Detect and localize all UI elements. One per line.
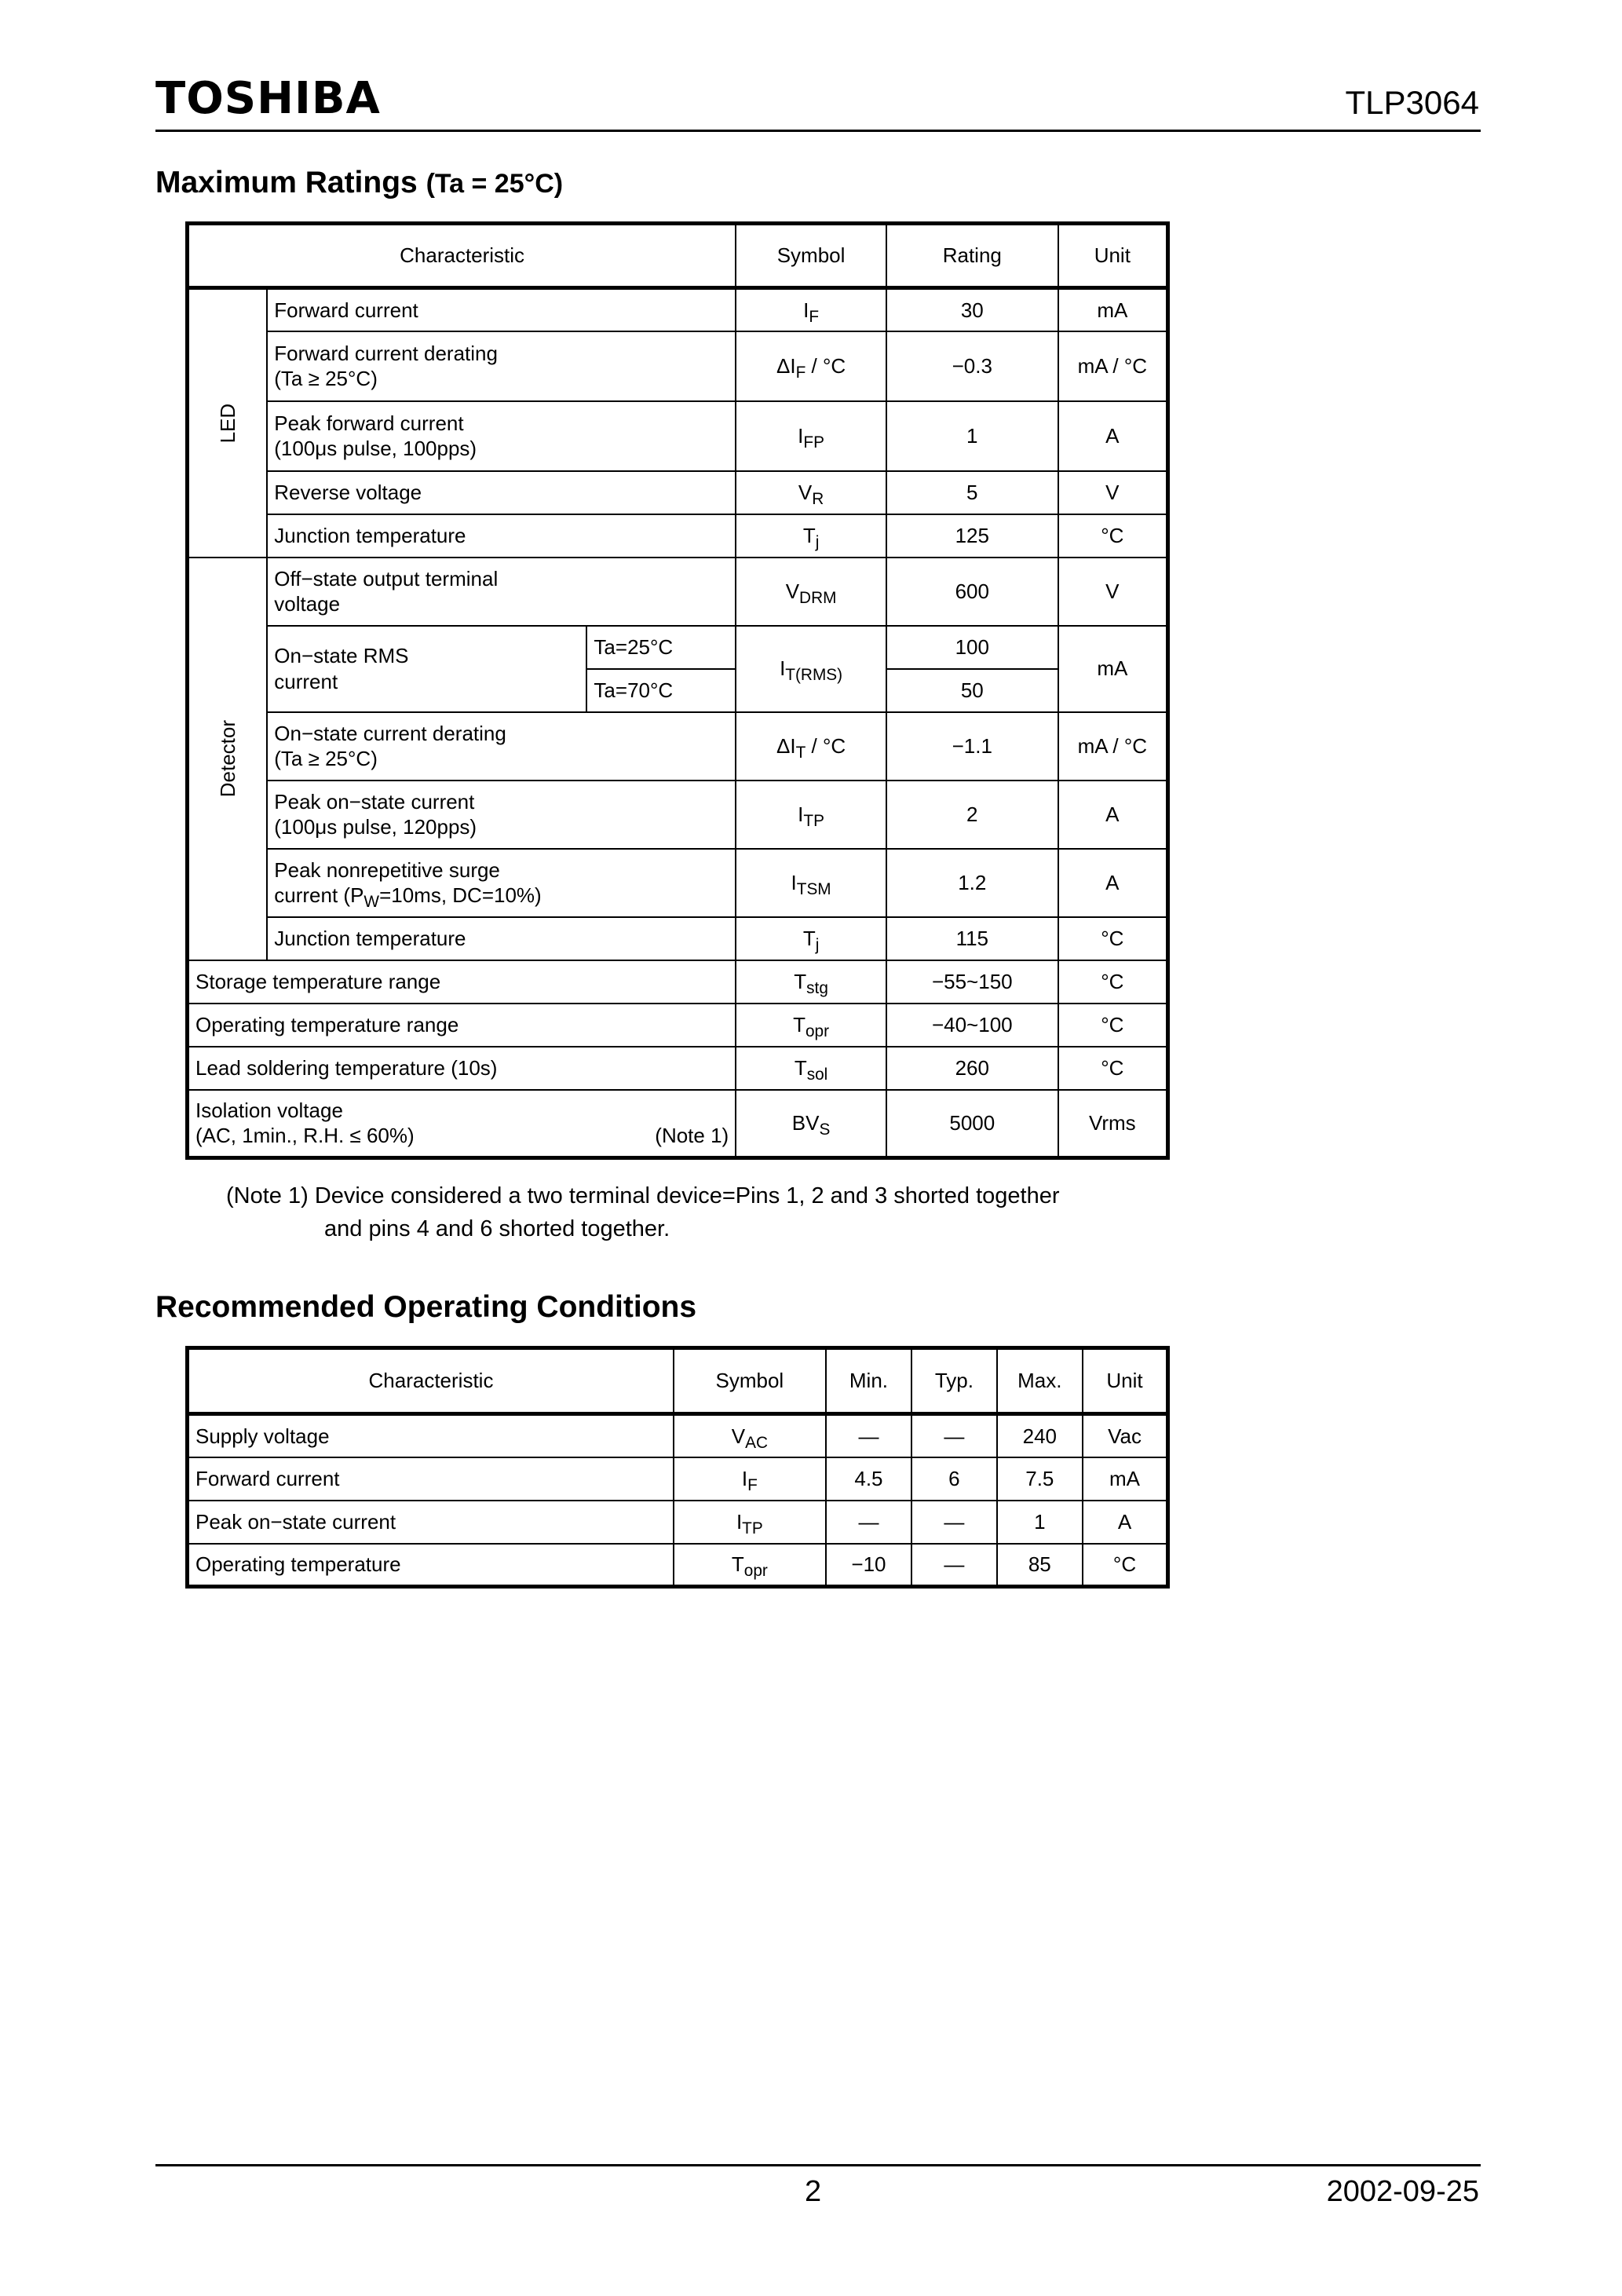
cell-min: —: [826, 1501, 911, 1544]
cell-max: 7.5: [997, 1457, 1083, 1501]
cell-characteristic: Lead soldering temperature (10s): [188, 1047, 736, 1090]
cell-typ: —: [911, 1544, 996, 1587]
table-row: [188, 1004, 1168, 1047]
max-ratings-table: [185, 221, 1170, 1160]
cell-symbol: $I_{FP}$: [736, 401, 886, 471]
table-row: [188, 1501, 1168, 1544]
table-row: [188, 712, 1168, 781]
cell-unit: mA: [1083, 1457, 1167, 1501]
cell-unit: A: [1083, 1501, 1167, 1544]
cell-rating: −40~100: [886, 1004, 1058, 1047]
table-row: [188, 960, 1168, 1004]
cell-rating: 5000: [886, 1090, 1058, 1158]
cell-symbol: $I_{TP}$: [736, 781, 886, 849]
cell-symbol: $V_R$: [736, 471, 886, 514]
cell-rating: 50: [886, 669, 1058, 712]
table-row: [188, 1047, 1168, 1090]
cell-characteristic: Reverse voltage: [267, 471, 736, 514]
table-row: [188, 781, 1168, 849]
max-ratings-title: [155, 167, 563, 198]
cell-characteristic: Forward current derating (Ta ≥ 25°C): [267, 331, 736, 401]
cell-symbol: $\Delta I_T / ^\circ C$: [736, 712, 886, 781]
col-header-unit: Unit: [1058, 224, 1168, 288]
cell-min: —: [826, 1414, 911, 1457]
cell-characteristic: Peak forward current (100μs pulse, 100pps): [267, 401, 736, 471]
cell-rating: −1.1: [886, 712, 1058, 781]
brand-logo: TOSHIBA: [155, 73, 381, 124]
document-date: 2002-09-25: [1326, 2175, 1479, 2208]
table-header-row: [188, 1348, 1168, 1414]
cell-unit: Vrms: [1058, 1090, 1168, 1158]
led-group-label: LED: [188, 288, 268, 558]
col-header-unit: Unit: [1083, 1348, 1167, 1414]
col-header-symbol: Symbol: [674, 1348, 826, 1414]
cell-rating: −0.3: [886, 331, 1058, 401]
cell-characteristic: Supply voltage: [188, 1414, 674, 1457]
cell-symbol: $T_j$: [736, 514, 886, 558]
table-row: [188, 514, 1168, 558]
cell-max: 85: [997, 1544, 1083, 1587]
rec-op-table: [185, 1346, 1170, 1589]
cell-characteristic: Operating temperature: [188, 1544, 674, 1587]
cell-unit: mA: [1058, 288, 1168, 331]
cell-unit: A: [1058, 781, 1168, 849]
cell-unit: V: [1058, 558, 1168, 626]
cell-typ: —: [911, 1414, 996, 1457]
cell-rating: 100: [886, 626, 1058, 669]
cell-unit: °C: [1058, 1047, 1168, 1090]
cell-characteristic: Isolation voltage (AC, 1min., R.H. ≤ 60%) (Note 1): [188, 1090, 736, 1158]
cell-symbol: $T_{opr}$: [674, 1544, 826, 1587]
cell-unit: V: [1058, 471, 1168, 514]
cell-characteristic: Forward current: [188, 1457, 674, 1501]
cell-characteristic: Operating temperature range: [188, 1004, 736, 1047]
cell-symbol: $V_{DRM}$: [736, 558, 886, 626]
col-header-characteristic: Characteristic: [188, 224, 736, 288]
cell-min: 4.5: [826, 1457, 911, 1501]
table-row: [188, 288, 1168, 331]
cell-symbol: $BV_S$: [736, 1090, 886, 1158]
cell-rating: 5: [886, 471, 1058, 514]
page-number: 2: [805, 2175, 822, 2208]
table-row: [188, 917, 1168, 960]
cell-unit: A: [1058, 849, 1168, 917]
cell-symbol: $\Delta I_F / ^\circ C$: [736, 331, 886, 401]
cell-symbol: $I_{T(RMS)}$: [736, 626, 886, 712]
cell-unit: °C: [1083, 1544, 1167, 1587]
cell-max: 1: [997, 1501, 1083, 1544]
max-ratings-title-text: Maximum Ratings: [155, 166, 418, 199]
header-rule: [155, 130, 1481, 132]
cell-symbol: $T_{stg}$: [736, 960, 886, 1004]
cell-rating: 30: [886, 288, 1058, 331]
cell-characteristic: Peak on−state current: [188, 1501, 674, 1544]
cell-characteristic: On−state RMS current: [267, 626, 586, 712]
cell-unit: °C: [1058, 960, 1168, 1004]
cell-rating: 600: [886, 558, 1058, 626]
cell-rating: 260: [886, 1047, 1058, 1090]
col-header-rating: Rating: [886, 224, 1058, 288]
cell-symbol: $T_{opr}$: [736, 1004, 886, 1047]
cell-characteristic: Forward current: [267, 288, 736, 331]
cell-characteristic: Junction temperature: [267, 514, 736, 558]
table-row: [188, 1090, 1168, 1158]
cell-rating: 2: [886, 781, 1058, 849]
cell-unit: °C: [1058, 514, 1168, 558]
table-row: [188, 331, 1168, 401]
note-1: [226, 1179, 1060, 1245]
cell-characteristic: Junction temperature: [267, 917, 736, 960]
table-row: [188, 558, 1168, 626]
cell-typ: 6: [911, 1457, 996, 1501]
cell-condition: Ta=25°C: [586, 626, 736, 669]
rec-op-title: Recommended Operating Conditions: [155, 1290, 697, 1324]
cell-unit: °C: [1058, 917, 1168, 960]
cell-symbol: $V_{AC}$: [674, 1414, 826, 1457]
cell-unit: mA / °C: [1058, 331, 1168, 401]
table-row: [188, 1457, 1168, 1501]
note-1-line-2: and pins 4 and 6 shorted together.: [324, 1216, 670, 1241]
cell-symbol: $T_j$: [736, 917, 886, 960]
col-header-max: Max.: [997, 1348, 1083, 1414]
cell-characteristic: Peak on−state current (100μs pulse, 120pps): [267, 781, 736, 849]
cell-symbol: $I_{TP}$: [674, 1501, 826, 1544]
part-number: TLP3064: [1345, 84, 1479, 121]
col-header-symbol: Symbol: [736, 224, 886, 288]
cell-unit: Vac: [1083, 1414, 1167, 1457]
cell-characteristic: Storage temperature range: [188, 960, 736, 1004]
table-row: [188, 1414, 1168, 1457]
col-header-typ: Typ.: [911, 1348, 996, 1414]
cell-rating: 125: [886, 514, 1058, 558]
cell-symbol: $T_{sol}$: [736, 1047, 886, 1090]
col-header-min: Min.: [826, 1348, 911, 1414]
cell-characteristic: Peak nonrepetitive surge current ($P_W=10ms$, DC=10%): [267, 849, 736, 917]
max-ratings-condition: (Ta = 25°C): [426, 169, 564, 199]
cell-min: −10: [826, 1544, 911, 1587]
cell-max: 240: [997, 1414, 1083, 1457]
table-header-row: [188, 224, 1168, 288]
cell-rating: 1: [886, 401, 1058, 471]
table-row: [188, 1544, 1168, 1587]
col-header-characteristic: Characteristic: [188, 1348, 674, 1414]
table-row: [188, 626, 1168, 669]
cell-symbol: $I_F$: [736, 288, 886, 331]
cell-rating: 1.2: [886, 849, 1058, 917]
cell-unit: A: [1058, 401, 1168, 471]
cell-rating: −55~150: [886, 960, 1058, 1004]
note-reference: (Note 1): [655, 1124, 729, 1148]
cell-characteristic: On−state current derating (Ta ≥ 25°C): [267, 712, 736, 781]
note-1-line-1: (Note 1) Device considered a two terminal device=Pins 1, 2 and 3 shorted together: [226, 1183, 1060, 1208]
cell-symbol: $I_{TSM}$: [736, 849, 886, 917]
table-row: [188, 471, 1168, 514]
table-row: [188, 401, 1168, 471]
cell-rating: 115: [886, 917, 1058, 960]
table-row: [188, 849, 1168, 917]
cell-characteristic: Off−state output terminal voltage: [267, 558, 736, 626]
detector-group-label: Detector: [188, 558, 268, 960]
cell-typ: —: [911, 1501, 996, 1544]
cell-unit: °C: [1058, 1004, 1168, 1047]
cell-unit: mA: [1058, 626, 1168, 712]
cell-unit: mA / °C: [1058, 712, 1168, 781]
footer-rule: [155, 2164, 1481, 2166]
cell-condition: Ta=70°C: [586, 669, 736, 712]
cell-symbol: $I_F$: [674, 1457, 826, 1501]
